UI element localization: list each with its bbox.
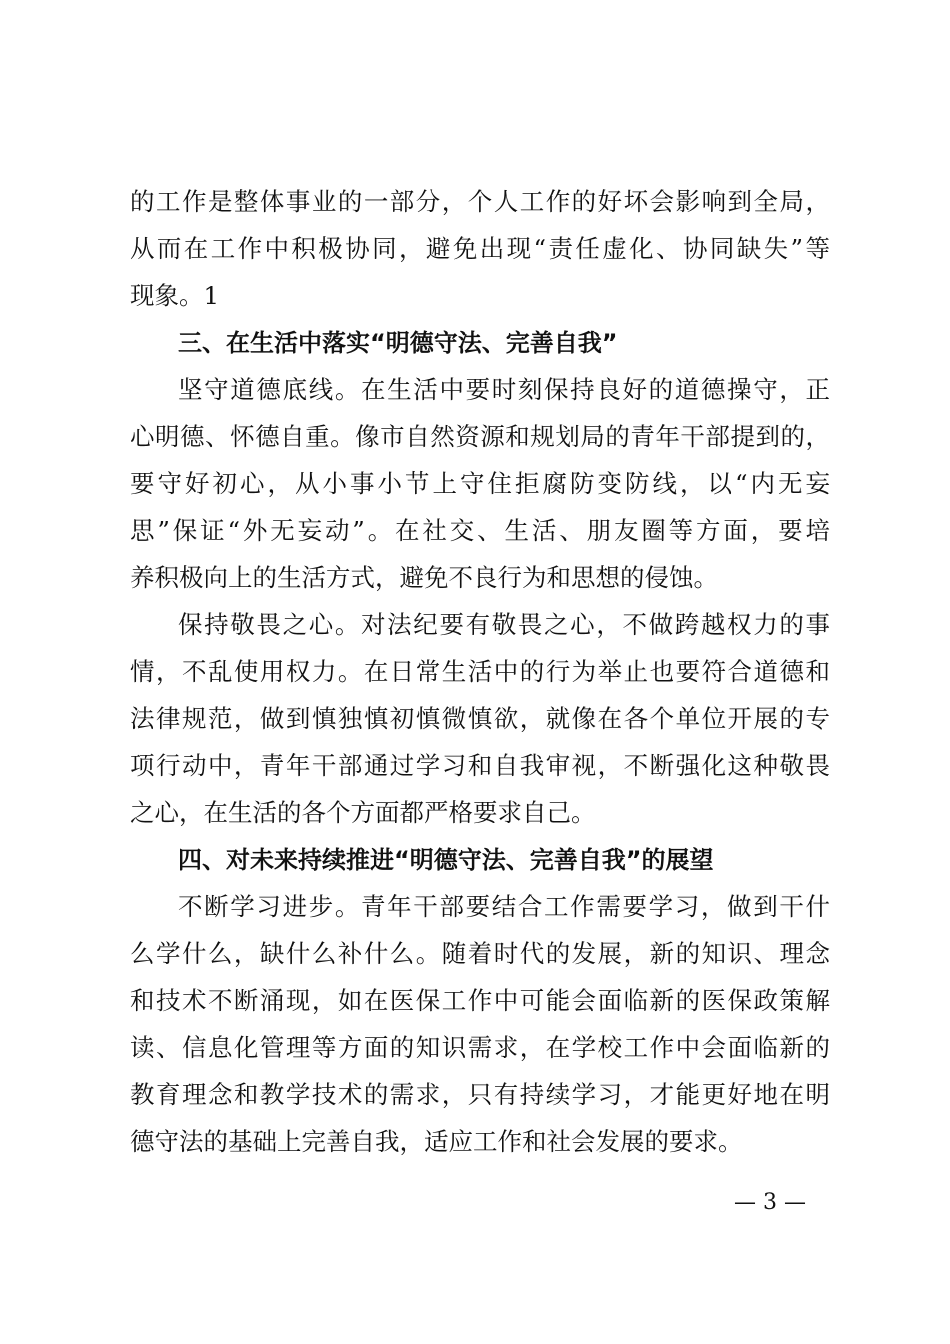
body-line: 的工作是整体事业的一部分，个人工作的好坏会影响到全局， [130,187,830,216]
body-line: 德守法的基础上完善自我，适应工作和社会发展的要求。 [130,1127,743,1156]
body-line: 么学什么，缺什么补什么。随着时代的发展，新的知识、理念 [130,939,830,968]
body-line: 保持敬畏之心。对法纪要有敬畏之心，不做跨越权力的事 [178,610,830,639]
body-line: 法律规范，做到慎独慎初慎微慎欲，就像在各个单位开展的专 [130,704,830,733]
section-heading-3: 三、在生活中落实“明德守法、完善自我” [178,329,618,357]
body-line: 现象。1 [130,281,220,310]
body-line: 情，不乱使用权力。在日常生活中的行为举止也要符合道德和 [130,657,830,686]
body-line: 要守好初心，从小事小节上守住拒腐防变防线，以“内无妄 [130,469,830,498]
body-line: 项行动中，青年干部通过学习和自我审视，不断强化这种敬畏 [130,751,830,780]
page-number: — 3 — [734,1190,806,1215]
body-line: 和技术不断涌现，如在医保工作中可能会面临新的医保政策解 [130,986,830,1015]
section-heading-4: 四、对未来持续推进“明德守法、完善自我”的展望 [178,846,714,874]
body-line: 从而在工作中积极协同，避免出现“责任虚化、协同缺失”等 [130,234,830,263]
body-line: 思”保证“外无妄动”。在社交、生活、朋友圈等方面，要培 [130,516,830,545]
body-line: 读、信息化管理等方面的知识需求，在学校工作中会面临新的 [130,1033,830,1062]
body-line: 不断学习进步。青年干部要结合工作需要学习，做到干什 [178,892,830,921]
body-line: 心明德、怀德自重。像市自然资源和规划局的青年干部提到的， [130,422,830,451]
body-line: 教育理念和教学技术的需求，只有持续学习，才能更好地在明 [130,1080,830,1109]
body-line: 坚守道德底线。在生活中要时刻保持良好的道德操守，正 [178,375,830,404]
body-line: 养积极向上的生活方式，避免不良行为和思想的侵蚀。 [130,563,718,592]
body-line: 之心，在生活的各个方面都严格要求自己。 [130,798,596,827]
